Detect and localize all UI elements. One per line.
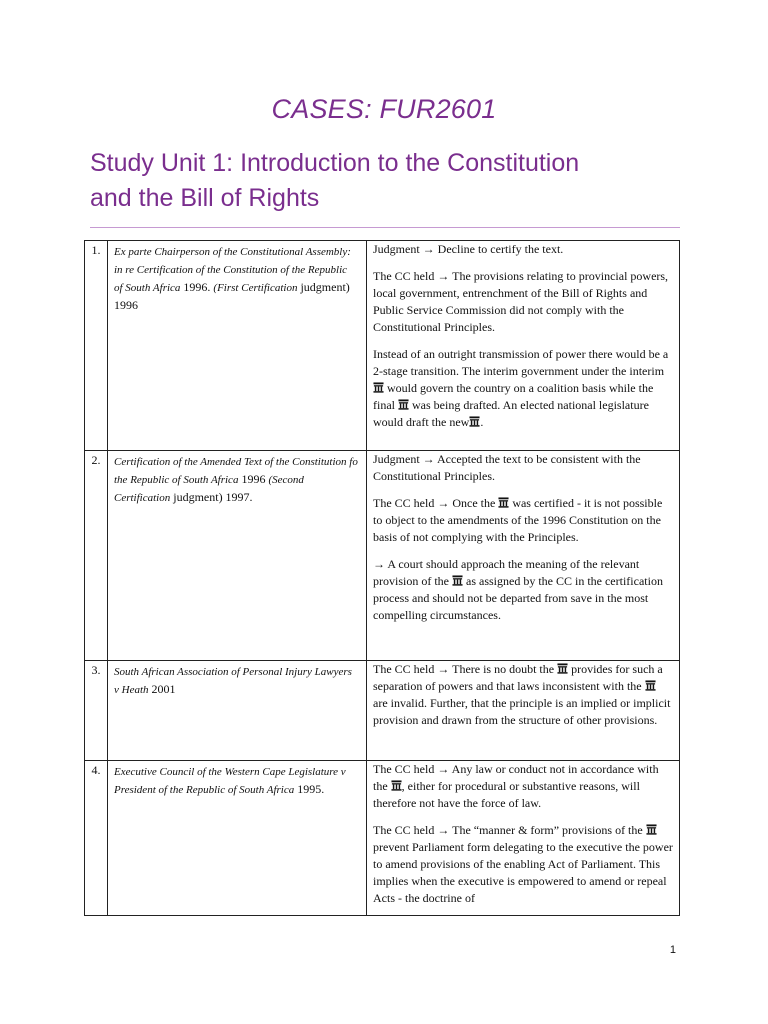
case-number: 4. bbox=[85, 761, 108, 916]
constitution-icon bbox=[646, 824, 657, 835]
table-row bbox=[85, 761, 680, 916]
case-year: 1996. bbox=[180, 280, 214, 294]
summary-text: The CC held → Any law or conduct not in accordance with the bbox=[373, 762, 659, 793]
summary-text: The CC held → The “manner & form” provisions of the bbox=[373, 823, 646, 837]
summary-paragraph bbox=[373, 495, 673, 546]
case-name: Ex parte Chairperson of the Constitutional Assembly: in re Certification of the Constitution of the Republic of South Africa bbox=[114, 246, 351, 294]
case-summary bbox=[367, 241, 680, 451]
case-summary bbox=[367, 451, 680, 661]
constitution-icon bbox=[557, 663, 568, 674]
constitution-icon bbox=[391, 780, 402, 791]
summary-text: The CC held → Once the bbox=[373, 496, 499, 510]
case-number: 3. bbox=[85, 661, 108, 761]
table-row bbox=[85, 241, 680, 451]
case-summary bbox=[367, 761, 680, 916]
case-year: 1996 bbox=[238, 472, 269, 486]
case-citation bbox=[108, 241, 367, 451]
case-label: (First Certification bbox=[213, 282, 298, 294]
summary-text: was certified - it is not possible to object to the amendments of the 1996 Constitution on the basis of not complying with the Principles. bbox=[373, 496, 663, 544]
summary-text: , either for procedural or substantive reasons, will therefore not have the force of law. bbox=[373, 779, 640, 810]
summary-text: provides for such a separation of powers and that laws inconsistent with the bbox=[373, 662, 663, 693]
section-heading bbox=[90, 146, 690, 216]
summary-text: → A court should approach the meaning of the relevant provision of the bbox=[373, 557, 640, 588]
summary-paragraph: The CC held → The provisions relating to provincial powers, local government, entrenchment of the Bill of Rights and Public Service Commission did not comply with the Constitutional Principles. bbox=[373, 269, 669, 334]
case-name: South African Association of Personal Injury Lawyers v Heath bbox=[114, 666, 352, 696]
constitution-icon bbox=[373, 382, 384, 393]
case-citation bbox=[108, 761, 367, 916]
heading-divider bbox=[90, 227, 680, 228]
summary-text: prevent Parliament form delegating to the executive the power to amend provisions of the enabling Act of Parliament. This implies when the executive is empowered to amend or repeal Acts - the doctrine of bbox=[373, 840, 673, 905]
summary-text: as assigned by the CC in the certification process and should not be departed from save in the most compelling circumstances. bbox=[373, 574, 663, 622]
case-name: Executive Council of the Western Cape Legislature v President of the Republic of South Africa bbox=[114, 766, 346, 796]
case-suffix: judgment) 1996 bbox=[114, 280, 350, 312]
case-number: 2. bbox=[85, 451, 108, 661]
case-suffix: 1995. bbox=[294, 782, 325, 796]
summary-paragraph bbox=[373, 822, 673, 907]
summary-text: are invalid. Further, that the principle is an implied or implicit provision and drawn from the structure of other provisions. bbox=[373, 696, 671, 727]
case-number: 1. bbox=[85, 241, 108, 451]
constitution-icon bbox=[645, 680, 656, 691]
table-row bbox=[85, 661, 680, 761]
summary-paragraph: Judgment → Decline to certify the text. bbox=[373, 242, 564, 256]
summary-text: The CC held → There is no doubt the bbox=[373, 662, 558, 676]
case-suffix: 2001 bbox=[148, 682, 176, 696]
summary-paragraph: Judgment → Accepted the text to be consistent with the Constitutional Principles. bbox=[373, 452, 641, 483]
case-suffix: judgment) 1997. bbox=[170, 490, 253, 504]
summary-paragraph bbox=[373, 556, 673, 624]
case-label: (Second Certification bbox=[114, 474, 304, 504]
section-heading-line1: Study Unit 1: Introduction to the Constitution bbox=[90, 149, 580, 177]
page-title: CASES: FUR2601 bbox=[271, 94, 497, 124]
section-heading-line2: and the Bill of Rights bbox=[90, 184, 320, 212]
summary-paragraph bbox=[373, 661, 673, 729]
summary-text: Instead of an outright transmission of power there would be a 2-stage transition. The interim government under the interim bbox=[373, 347, 669, 378]
case-citation bbox=[108, 451, 367, 661]
case-summary bbox=[367, 661, 680, 761]
summary-text: . bbox=[480, 415, 484, 429]
summary-paragraph bbox=[373, 346, 673, 431]
page-number: 1 bbox=[669, 944, 676, 956]
constitution-icon bbox=[498, 497, 509, 508]
constitution-icon bbox=[469, 416, 480, 427]
summary-text: would govern the country on a coalition basis while the final bbox=[373, 381, 654, 412]
summary-paragraph bbox=[373, 761, 673, 812]
constitution-icon bbox=[398, 399, 409, 410]
table-row bbox=[85, 451, 680, 661]
case-citation bbox=[108, 661, 367, 761]
summary-text: was being drafted. An elected national legislature would draft the new bbox=[373, 398, 649, 429]
cases-table bbox=[84, 240, 680, 916]
case-name: Certification of the Amended Text of the Constitution fo the Republic of South Africa bbox=[114, 456, 358, 486]
constitution-icon bbox=[452, 575, 463, 586]
